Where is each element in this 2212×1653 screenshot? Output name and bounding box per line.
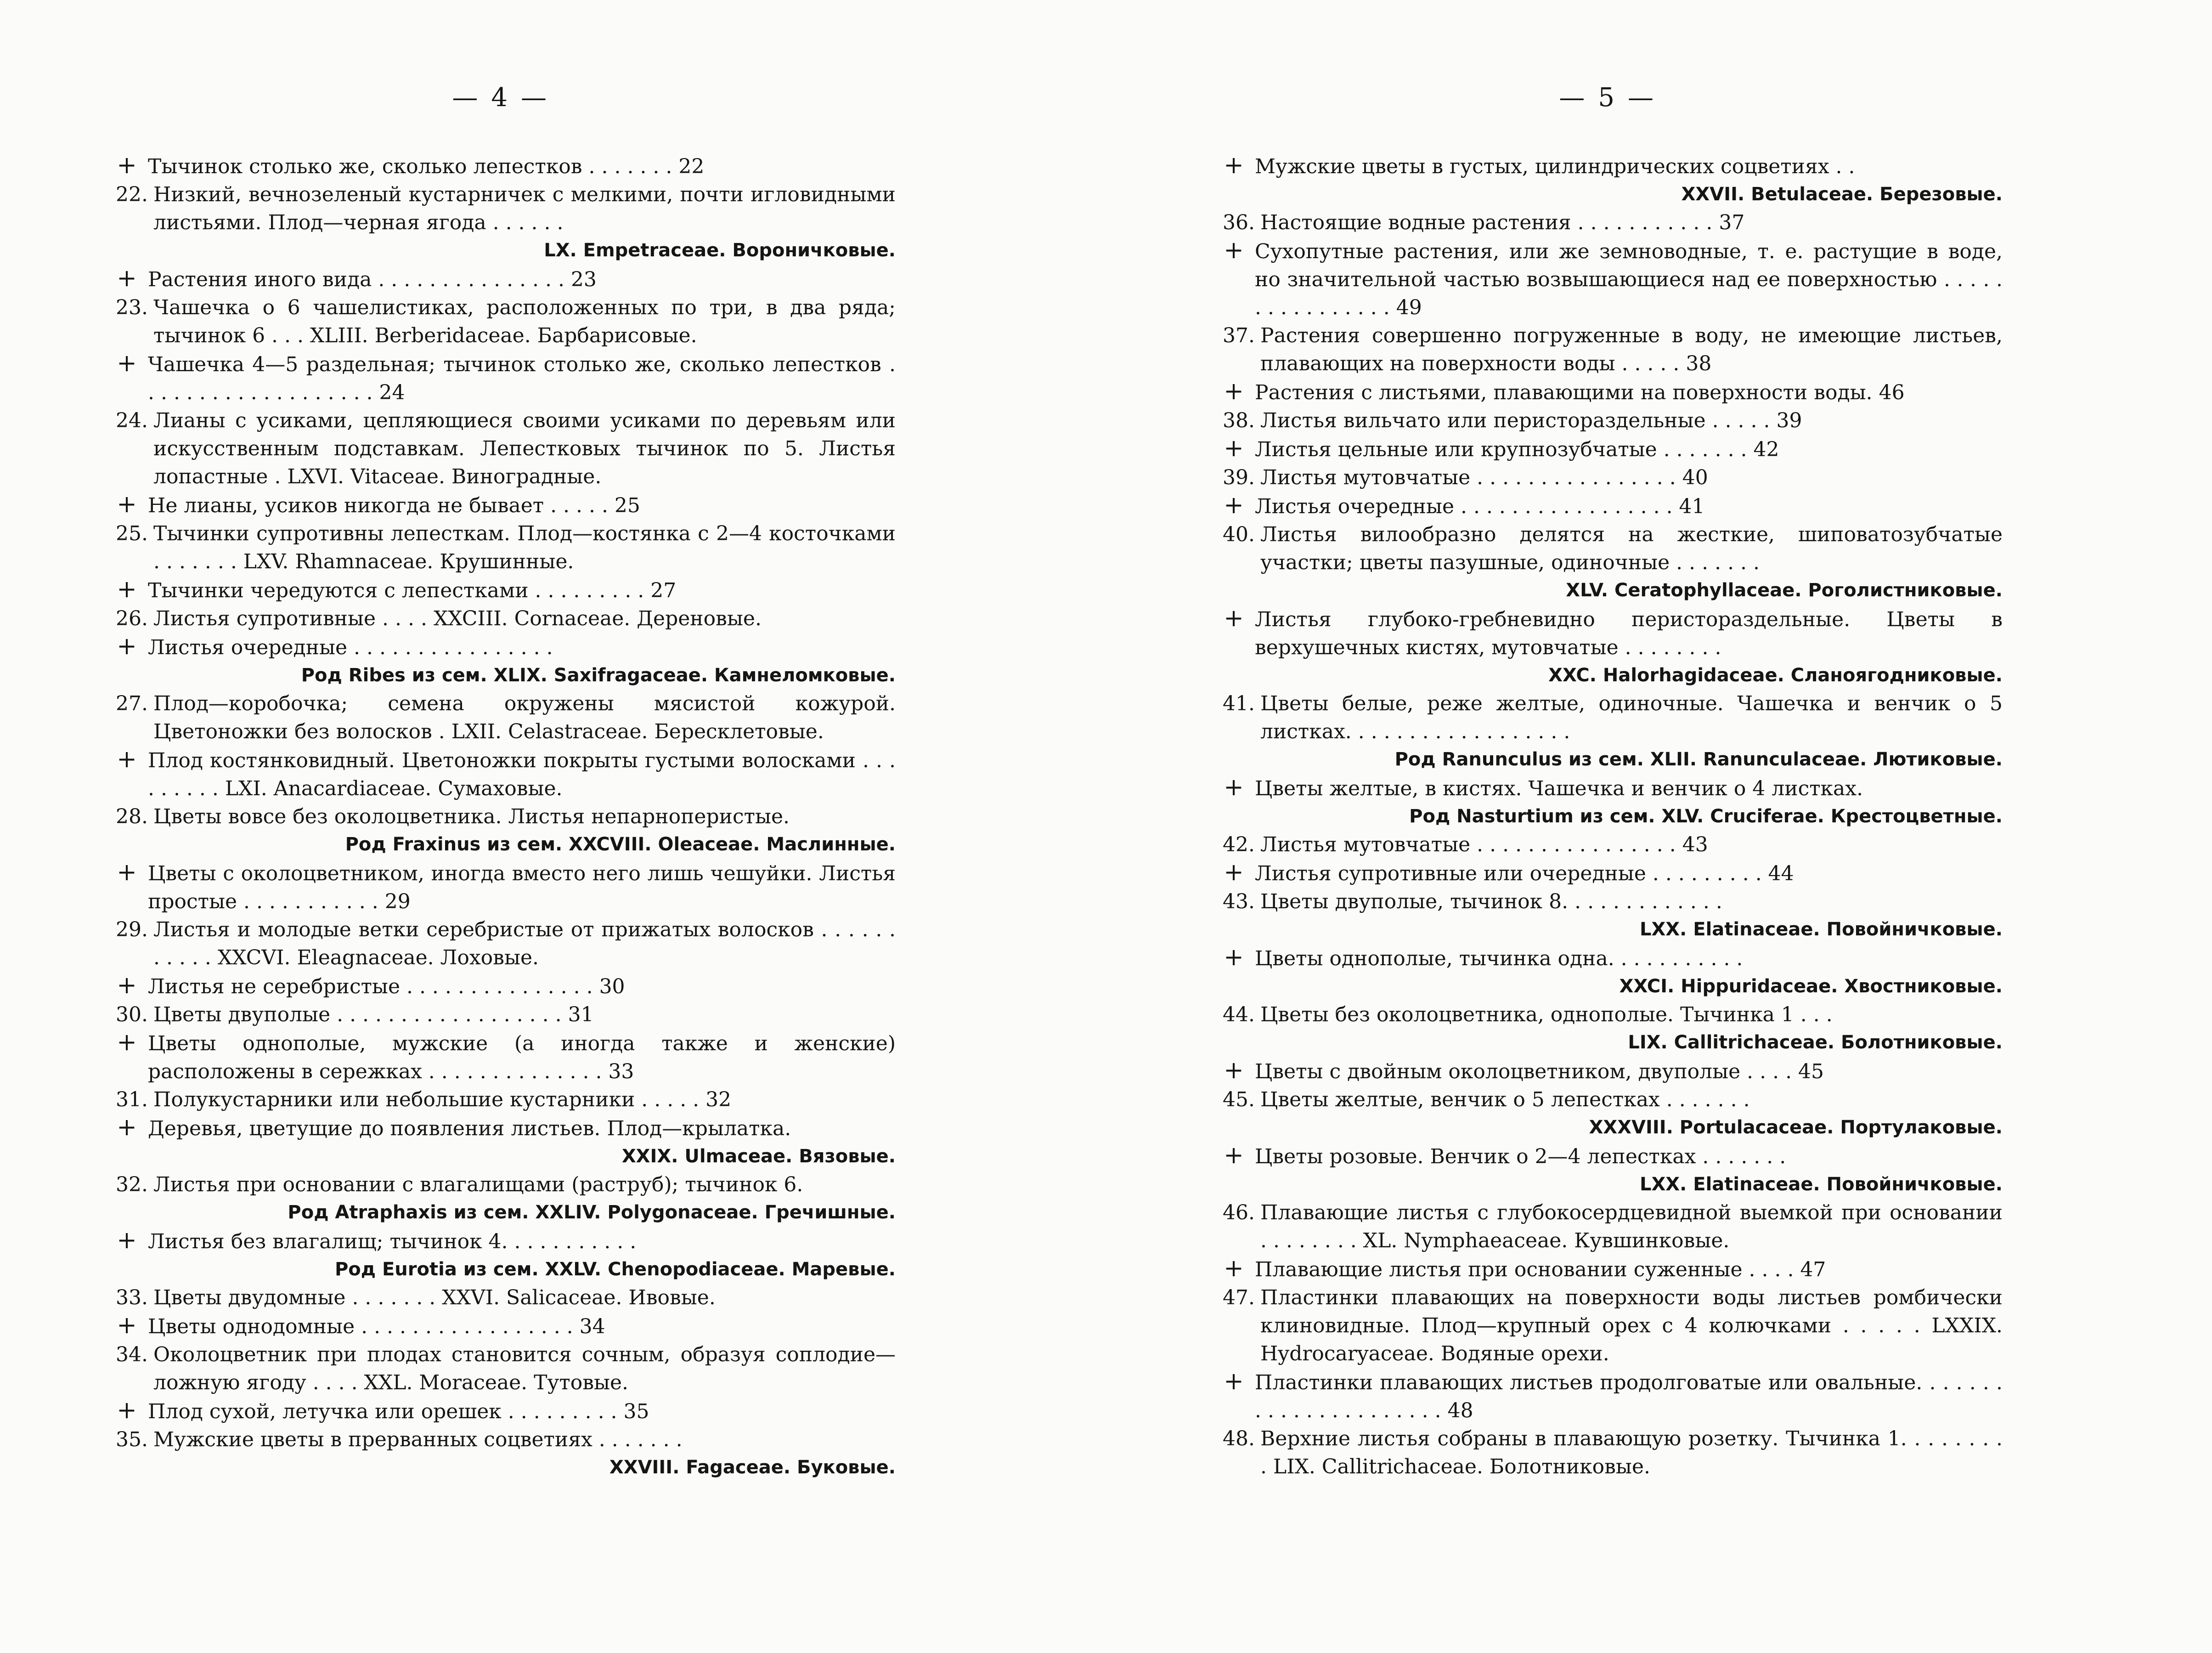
alternative-marker: + [1224,1368,1244,1395]
entry-text [153,1001,896,1029]
entry-text [148,266,896,294]
alternative-marker: + [117,1397,137,1424]
entry-number: 30. [116,1003,148,1026]
alternative-marker: + [1224,605,1244,632]
entry-text [1255,1058,2003,1086]
entry-number: 27. [116,692,148,715]
alternative-marker: + [117,972,137,999]
entry-description: Листья и молодые ветки серебристые от прижатых волосков . . . . . . . . . . . XXCVI. Eleagnaceae. Лоховые. [153,918,896,969]
entry-description: Низкий, вечнозеленый кустарничек с мелкими, почти игловидными листьями. Плод—черная ягода . . . . . . [153,183,896,234]
entry-number: 47. [1223,1286,1255,1309]
alternative-marker: + [1224,435,1244,462]
entry-description: Цветы белые, реже желтые, одиночные. Чашечка и венчик о 5 листках. . . . . . . . . . . . . . . . . . [1260,692,2003,743]
key-entry [106,1114,896,1171]
alternative-marker: + [117,576,137,603]
alternative-marker: + [1224,1142,1244,1169]
entry-description: Пластинки плавающих листьев продолговатые или овальные. . . . . . . . . . . . . . . . . . . . . . 48 [1255,1371,2003,1422]
key-entry [106,294,896,350]
entry-text [1255,493,2003,521]
entry-description: Листья очередные . . . . . . . . . . . . . . . . [148,636,553,659]
entry-text [1260,1001,2003,1057]
key-entry [1213,774,2003,831]
entry-description: Цветы с двойным околоцветником, двуполые . . . . 45 [1255,1060,1824,1083]
entry-text [148,860,896,916]
entry-description: Плод—коробочка; семена окружены мясистой кожурой. Цветоножки без волосков . LXII. Celastraceae. Бересклетовые. [153,692,896,743]
entry-text [1260,888,2003,944]
entry-text [148,1115,896,1171]
key-entry [106,859,896,916]
entry-text [1255,775,2003,831]
key-entry [106,1426,896,1482]
entry-description: Листья глубоко-гребневидно перистораздельные. Цветы в верхушечных кистях, мутовчатые . . . . . . . . [1255,608,2003,659]
entry-text [1260,322,2003,378]
entry-text [148,1228,896,1284]
entry-description: Деревья, цветущие до появления листьев. Плод—крылатка. [148,1117,791,1140]
entry-text [153,803,896,859]
entry-number: 41. [1223,692,1255,715]
key-entry [1213,1284,2003,1368]
taxon-result: Род Ranunculus из сем. XLII. Ranunculaceae. Лютиковые. [1394,749,2003,770]
entry-text [1260,407,2003,435]
key-entry [106,690,896,746]
entry-text [1260,521,2003,605]
key-entry [106,803,896,859]
entry-number: 33. [116,1286,148,1309]
entry-text [153,407,896,491]
entry-number: 45. [1223,1088,1255,1111]
alternative-marker: + [1224,152,1244,179]
key-entry [1213,407,2003,435]
entry-description: Цветы двуполые . . . . . . . . . . . . . . . . . . 31 [153,1003,594,1026]
alternative-marker: + [1224,859,1244,886]
taxon-result: LXX. Elatinaceae. Повойничковые. [1639,919,2003,940]
key-entry [1213,378,2003,407]
entry-number: 46. [1223,1201,1255,1224]
key-entry [1213,492,2003,521]
entry-text [1255,606,2003,690]
entry-text [1260,1086,2003,1142]
entry-description: Плавающие листья с глубокосердцевидной выемкой при основании . . . . . . . . XL. Nymphaeaceae. Кувшинковые. [1260,1201,2003,1252]
entry-description: Плод костянковидный. Цветоножки покрыты густыми волосками . . . . . . . . . LXI. Anacardiaceae. Сумаховые. [148,749,896,800]
entry-text [153,181,896,265]
entry-text [148,973,896,1001]
entry-description: Цветы желтые, в кистях. Чашечка и венчик о 4 листках. [1255,777,1863,800]
entry-text [148,153,896,181]
entry-number: 34. [116,1343,148,1366]
entry-description: Листья мутовчатые . . . . . . . . . . . . . . . . 40 [1260,466,1708,489]
entry-text [148,1313,896,1341]
alternative-marker: + [1224,492,1244,519]
entry-text [1255,238,2003,322]
entry-number: 31. [116,1088,148,1111]
alternative-marker: + [1224,378,1244,405]
alternative-marker: + [1224,237,1244,264]
entry-number: 36. [1223,211,1255,234]
entry-text [1255,1369,2003,1425]
entry-description: Листья без влагалищ; тычинок 4. . . . . . . . . . . [148,1230,637,1253]
entry-description: Плод сухой, летучка или орешек . . . . . . . . . 35 [148,1400,649,1423]
alternative-marker: + [117,152,137,179]
entry-description: Тычинки супротивны лепесткам. Плод—костянка с 2—4 косточками . . . . . . . LXV. Rhamnaceae. Крушинные. [153,522,896,573]
key-entry [106,746,896,803]
entry-description: Цветы двудомные . . . . . . . XXVI. Salicaceae. Ивовые. [153,1286,716,1309]
entry-number: 32. [116,1173,148,1196]
key-entry [106,1086,896,1114]
key-entry [1213,1425,2003,1481]
key-entry [1213,1368,2003,1425]
entry-text [153,1086,896,1114]
entry-text [153,690,896,746]
alternative-marker: + [117,491,137,518]
key-entry [1213,888,2003,944]
alternative-marker: + [117,1227,137,1254]
key-entry [1213,944,2003,1001]
entry-description: Пластинки плавающих на поверхности воды листьев ромбически клиновидные. Плод—крупный орех с 4 колючками . . . . . LXXIX. Hydrocaryaceae. Водяные орехи. [1260,1286,2003,1365]
entry-number: 42. [1223,833,1255,856]
entry-number: 28. [116,805,148,828]
key-entry [1213,1255,2003,1284]
entry-text [153,1171,896,1227]
entry-description: Листья супротивные . . . . XXCIII. Cornaceae. Дереновые. [153,607,762,630]
key-entry [1213,1001,2003,1057]
key-entry [1213,521,2003,605]
key-entry [1213,859,2003,888]
page-number: — 5 — [1559,83,1656,113]
key-entry [1213,237,2003,322]
entry-description: Листья вильчато или перистораздельные . . . . . 39 [1260,409,1802,432]
key-entry [106,1284,896,1312]
key-entry [106,633,896,690]
entry-text [1255,945,2003,1001]
alternative-marker: + [117,265,137,292]
entry-number: 24. [116,409,148,432]
entry-description: Цветы вовсе без околоцветника. Листья непарноперистые. [153,805,790,828]
taxon-result: XLV. Ceratophyllaceae. Роголистниковые. [1566,580,2003,601]
entry-description: Цветы двуполые, тычинок 8. . . . . . . . . . . . . [1260,890,1722,913]
alternative-marker: + [117,1029,137,1056]
entry-number: 43. [1223,890,1255,913]
entry-description: Околоцветник при плодах становится сочным, образуя соплодие—ложную ягоду . . . . XXL. Moraceae. Тутовые. [153,1343,896,1394]
key-entry [106,1171,896,1227]
alternative-marker: + [117,633,137,660]
entry-description: Чашечка о 6 чашелистиках, расположенных по три, в два ряда; тычинок 6 . . . XLIII. Berberidaceae. Барбарисовые. [153,296,896,347]
key-entry [1213,152,2003,209]
entry-text [148,351,896,407]
key-entry [1213,435,2003,464]
entry-number: 37. [1223,324,1255,347]
entry-description: Тычинки чередуются с лепестками . . . . . . . . . 27 [148,579,677,602]
alternative-marker: + [117,746,137,773]
alternative-marker: + [1224,1057,1244,1084]
entry-text [153,916,896,972]
entry-description: Верхние листья собраны в плавающую розетку. Тычинка 1. . . . . . . . . LIX. Callitrichaceae. Болотниковые. [1260,1427,2003,1478]
alternative-marker: + [117,1114,137,1141]
entry-description: Листья цельные или крупнозубчатые . . . . . . . 42 [1255,438,1779,461]
key-entry [1213,831,2003,859]
entry-number: 35. [116,1428,148,1451]
entry-description: Цветы однодомные . . . . . . . . . . . . . . . . . 34 [148,1315,605,1338]
key-entry [106,491,896,520]
entry-number: 38. [1223,409,1255,432]
taxon-result: XXCI. Hippuridaceae. Хвостниковые. [1619,976,2003,997]
entry-description: Плавающие листья при основании суженные . . . . 47 [1255,1258,1826,1281]
entry-description: Настоящие водные растения . . . . . . . . . . . 37 [1260,211,1745,234]
entry-text [148,492,896,520]
entry-text [1255,1143,2003,1199]
key-entry [106,407,896,491]
entry-text [153,605,896,633]
entry-description: Растения совершенно погруженные в воду, не имеющие листьев, плавающих на поверхности воды . . . . . 38 [1260,324,2003,375]
entry-text [1255,1256,2003,1284]
alternative-marker: + [117,1312,137,1339]
alternative-marker: + [117,350,137,377]
entry-text [1260,1284,2003,1368]
key-entry [1213,690,2003,774]
entry-description: Цветы однополые, тычинка одна. . . . . . . . . . . [1255,947,1743,970]
entry-number: 25. [116,522,148,545]
entry-text [1255,436,2003,464]
entry-text [1260,831,2003,859]
entry-text [148,577,896,605]
entry-number: 39. [1223,466,1255,489]
taxon-result: Род Fraxinus из сем. XXCVIII. Oleaceae. Маслинные. [345,834,896,855]
entry-description: Цветы с околоцветником, иногда вместо него лишь чешуйки. Листья простые . . . . . . . . . . . 29 [148,862,896,913]
page-number: — 4 — [452,83,549,113]
entry-text [1255,860,2003,888]
entry-text [153,1284,896,1312]
entry-text [148,747,896,803]
alternative-marker: + [1224,1255,1244,1282]
entry-number: 48. [1223,1427,1255,1450]
entry-number: 40. [1223,523,1255,546]
key-entry [106,1341,896,1397]
entry-description: Листья супротивные или очередные . . . . . . . . . 44 [1255,862,1794,885]
entry-number: 26. [116,607,148,630]
entry-description: Листья очередные . . . . . . . . . . . . . . . . . 41 [1255,495,1705,518]
taxon-result: XXXVIII. Portulacaceae. Портулаковые. [1589,1117,2003,1138]
entry-text [1260,1199,2003,1255]
entry-text [1255,153,2003,209]
taxon-result: XXVIII. Fagaceae. Буковые. [609,1457,896,1478]
taxon-result: XXVII. Betulaceae. Березовые. [1681,184,2003,205]
key-entry [106,265,896,294]
key-entry [1213,464,2003,492]
key-entries [1213,152,2003,1481]
entry-text [153,520,896,576]
key-entry [106,605,896,633]
entry-description: Не лианы, усиков никогда не бывает . . . . . 25 [148,494,640,517]
taxon-result: XXIX. Ulmaceae. Вязовые. [621,1146,896,1167]
entry-description: Листья мутовчатые . . . . . . . . . . . . . . . . 43 [1260,833,1708,856]
entry-description: Растения с листьями, плавающими на поверхности воды. 46 [1255,381,1905,404]
taxon-result: Род Ribes из сем. XLIX. Saxifragaceae. Камнеломковые. [301,665,896,686]
key-entry [106,520,896,576]
key-entry [106,181,896,265]
entry-text [1260,464,2003,492]
alternative-marker: + [1224,774,1244,801]
key-entry [106,916,896,972]
entry-number: 44. [1223,1003,1255,1026]
entry-description: Растения иного вида . . . . . . . . . . . . . . . 23 [148,268,597,291]
entry-description: Чашечка 4—5 раздельная; тычинок столько же, сколько лепестков . . . . . . . . . . . . . . . . . . . 24 [148,353,896,404]
entry-description: Сухопутные растения, или же земноводные, т. е. растущие в воде, но значительной частью возвышающиеся над ее поверхностью . . . . . . . . . . . . . . . . 49 [1255,240,2003,319]
entry-description: Лианы с усиками, цепляющиеся своими усиками по деревьям или искусственным подставкам. Лепестковых тычинок по 5. Листья лопастные . LXVI. Vitaceae. Виноградные. [153,409,896,488]
entry-text [1260,690,2003,774]
taxon-result: XXC. Halorhagidaceae. Сланоягодниковые. [1548,665,2003,686]
taxon-result: LXX. Elatinaceae. Повойничковые. [1639,1174,2003,1195]
key-entry [106,1312,896,1341]
entry-description: Цветы однополые, мужские (а иногда также и женские) расположены в сережках . . . . . . . . . . . . . . 33 [148,1032,896,1083]
taxon-result: Род Atraphaxis из сем. XXLIV. Polygonaceae. Гречишные. [288,1202,896,1223]
key-entry [1213,1086,2003,1142]
entry-description: Тычинок столько же, сколько лепестков . . . . . . . 22 [148,155,705,178]
key-entry [1213,1057,2003,1086]
key-entry [106,1001,896,1029]
entry-description: Цветы без околоцветника, однополые. Тычинка 1 . . . [1260,1003,1833,1026]
entry-text [1260,209,2003,237]
key-entry [106,152,896,181]
key-entry [1213,605,2003,690]
key-entry [1213,1199,2003,1255]
entry-description: Цветы желтые, венчик о 5 лепестках . . . . . . . [1260,1088,1750,1111]
key-entry [106,972,896,1001]
key-entry [1213,1142,2003,1199]
entry-number: 23. [116,296,148,319]
entry-text [153,294,896,350]
key-entry [106,576,896,605]
key-entry [106,350,896,407]
key-entry [106,1029,896,1086]
entry-description: Полукустарники или небольшие кустарники . . . . . 32 [153,1088,732,1111]
entry-number: 22. [116,183,148,206]
key-entry [1213,322,2003,378]
entry-description: Листья вилообразно делятся на жесткие, шиповатозубчатые участки; цветы пазушные, одиночные . . . . . . . [1260,523,2003,574]
entry-text [153,1426,896,1482]
entry-text [148,634,896,690]
alternative-marker: + [117,859,137,886]
entry-text [153,1341,896,1397]
taxon-result: LX. Empetraceae. Вороничковые. [544,240,896,261]
entry-description: Листья при основании с влагалищами (раструб); тычинок 6. [153,1173,803,1196]
key-entry [106,1397,896,1426]
key-entry [1213,209,2003,237]
taxon-result: Род Eurotia из сем. XXLV. Chenopodiaceae. Маревые. [334,1259,896,1280]
key-entries [106,152,896,1482]
entry-description: Цветы розовые. Венчик о 2—4 лепестках . . . . . . . [1255,1145,1786,1168]
entry-text [148,1030,896,1086]
entry-text [1260,1425,2003,1481]
entry-description: Мужские цветы в прерванных соцветиях . . . . . . . [153,1428,683,1451]
key-entry [106,1227,896,1284]
alternative-marker: + [1224,944,1244,971]
entry-description: Мужские цветы в густых, цилиндрических соцветиях . . [1255,155,1855,178]
taxon-result: Род Nasturtium из сем. XLV. Cruciferae. Крестоцветные. [1409,806,2003,827]
entry-text [148,1398,896,1426]
entry-text [1255,379,2003,407]
taxon-result: LIX. Callitrichaceae. Болотниковые. [1628,1032,2003,1053]
entry-description: Листья не серебристые . . . . . . . . . . . . . . . 30 [148,975,625,998]
entry-number: 29. [116,918,148,941]
